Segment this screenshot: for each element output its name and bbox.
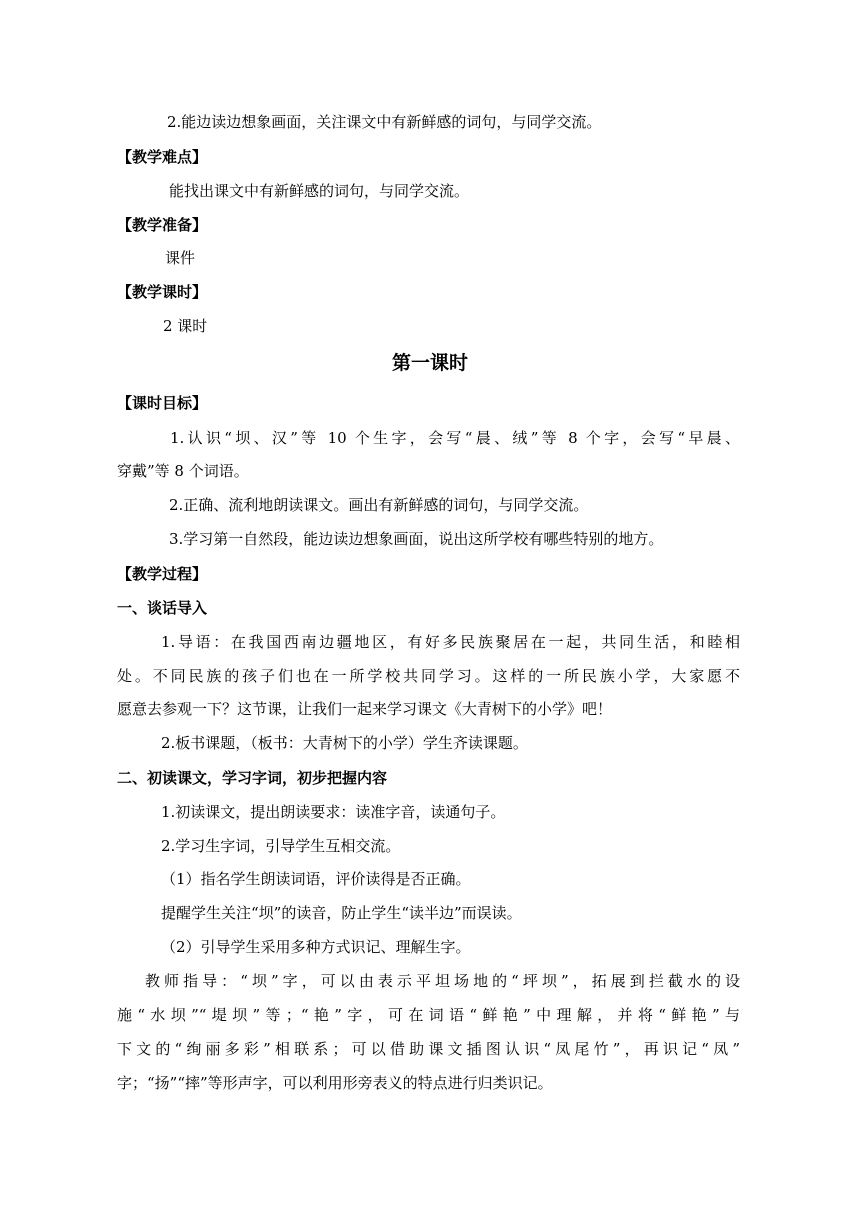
- subsection-heading: 一、谈话导入: [117, 599, 208, 617]
- text-line: 穿戴”等 8 个词语。: [117, 462, 249, 480]
- text-line: 2.学习生字词，引导学生互相交流。: [161, 837, 401, 855]
- text-line: 1.初读课文，提出朗读要求：读准字音，读通句子。: [161, 803, 506, 821]
- text-line: 字；“扬”“摔”等形声字，可以利用形旁表义的特点进行归类识记。: [117, 1074, 553, 1092]
- section-heading-goals: 【课时目标】: [117, 394, 208, 412]
- text-line: 能找出课文中有新鲜感的词句，与同学交流。: [169, 182, 470, 200]
- text-line: 课件: [165, 249, 196, 267]
- section-heading-preparation: 【教学准备】: [117, 216, 208, 234]
- text-line: 下文的“绚丽多彩”相联系；可以借助课文插图认识“凤尾竹”，再识记“凤”: [117, 1040, 740, 1058]
- text-line: 2.能边读边想象画面，关注课文中有新鲜感的词句，与同学交流。: [167, 113, 602, 131]
- text-line: （2）引导学生采用多种方式识记、理解生字。: [161, 938, 471, 956]
- text-line: 愿意去参观一下？这节课，让我们一起来学习课文《大青树下的小学》吧！: [117, 700, 613, 718]
- text-line: 提醒学生关注“坝”的读音，防止学生“读半边”而误读。: [161, 904, 522, 922]
- text-line: 2.正确、流利地朗读课文。画出有新鲜感的词句，与同学交流。: [169, 496, 589, 514]
- lesson-title: 第一课时: [391, 352, 468, 374]
- text-line: 3.学习第一自然段，能边读边想象画面，说出这所学校有哪些特别的地方。: [169, 530, 664, 548]
- text-line: 施“水坝”“堤坝”等；“艳”字，可在词语“鲜艳”中理解，并将“鲜艳”与: [117, 1006, 740, 1024]
- section-heading-difficulty: 【教学难点】: [117, 148, 208, 166]
- text-line: 2.板书课题，（板书：大青树下的小学）学生齐读课题。: [161, 734, 528, 752]
- text-line: 1.导语：在我国西南边疆地区，有好多民族聚居在一起，共同生活，和睦相: [161, 633, 740, 651]
- text-line: 教师指导：“坝”字，可以由表示平坦场地的“坪坝”，拓展到拦截水的设: [145, 972, 740, 990]
- text-line: 处。不同民族的孩子们也在一所学校共同学习。这样的一所民族小学，大家愿不: [117, 667, 740, 685]
- subsection-heading: 二、初读课文，学习字词，初步把握内容: [117, 769, 388, 787]
- text-line: 1.认识“坝、汉”等 10 个生字，会写“晨、绒”等 8 个字，会写“早晨、: [170, 429, 740, 447]
- text-line: 2 课时: [163, 317, 208, 335]
- section-heading-hours: 【教学课时】: [117, 283, 208, 301]
- section-heading-process: 【教学过程】: [117, 565, 208, 583]
- text-line: （1）指名学生朗读词语，评价读得是否正确。: [161, 870, 471, 888]
